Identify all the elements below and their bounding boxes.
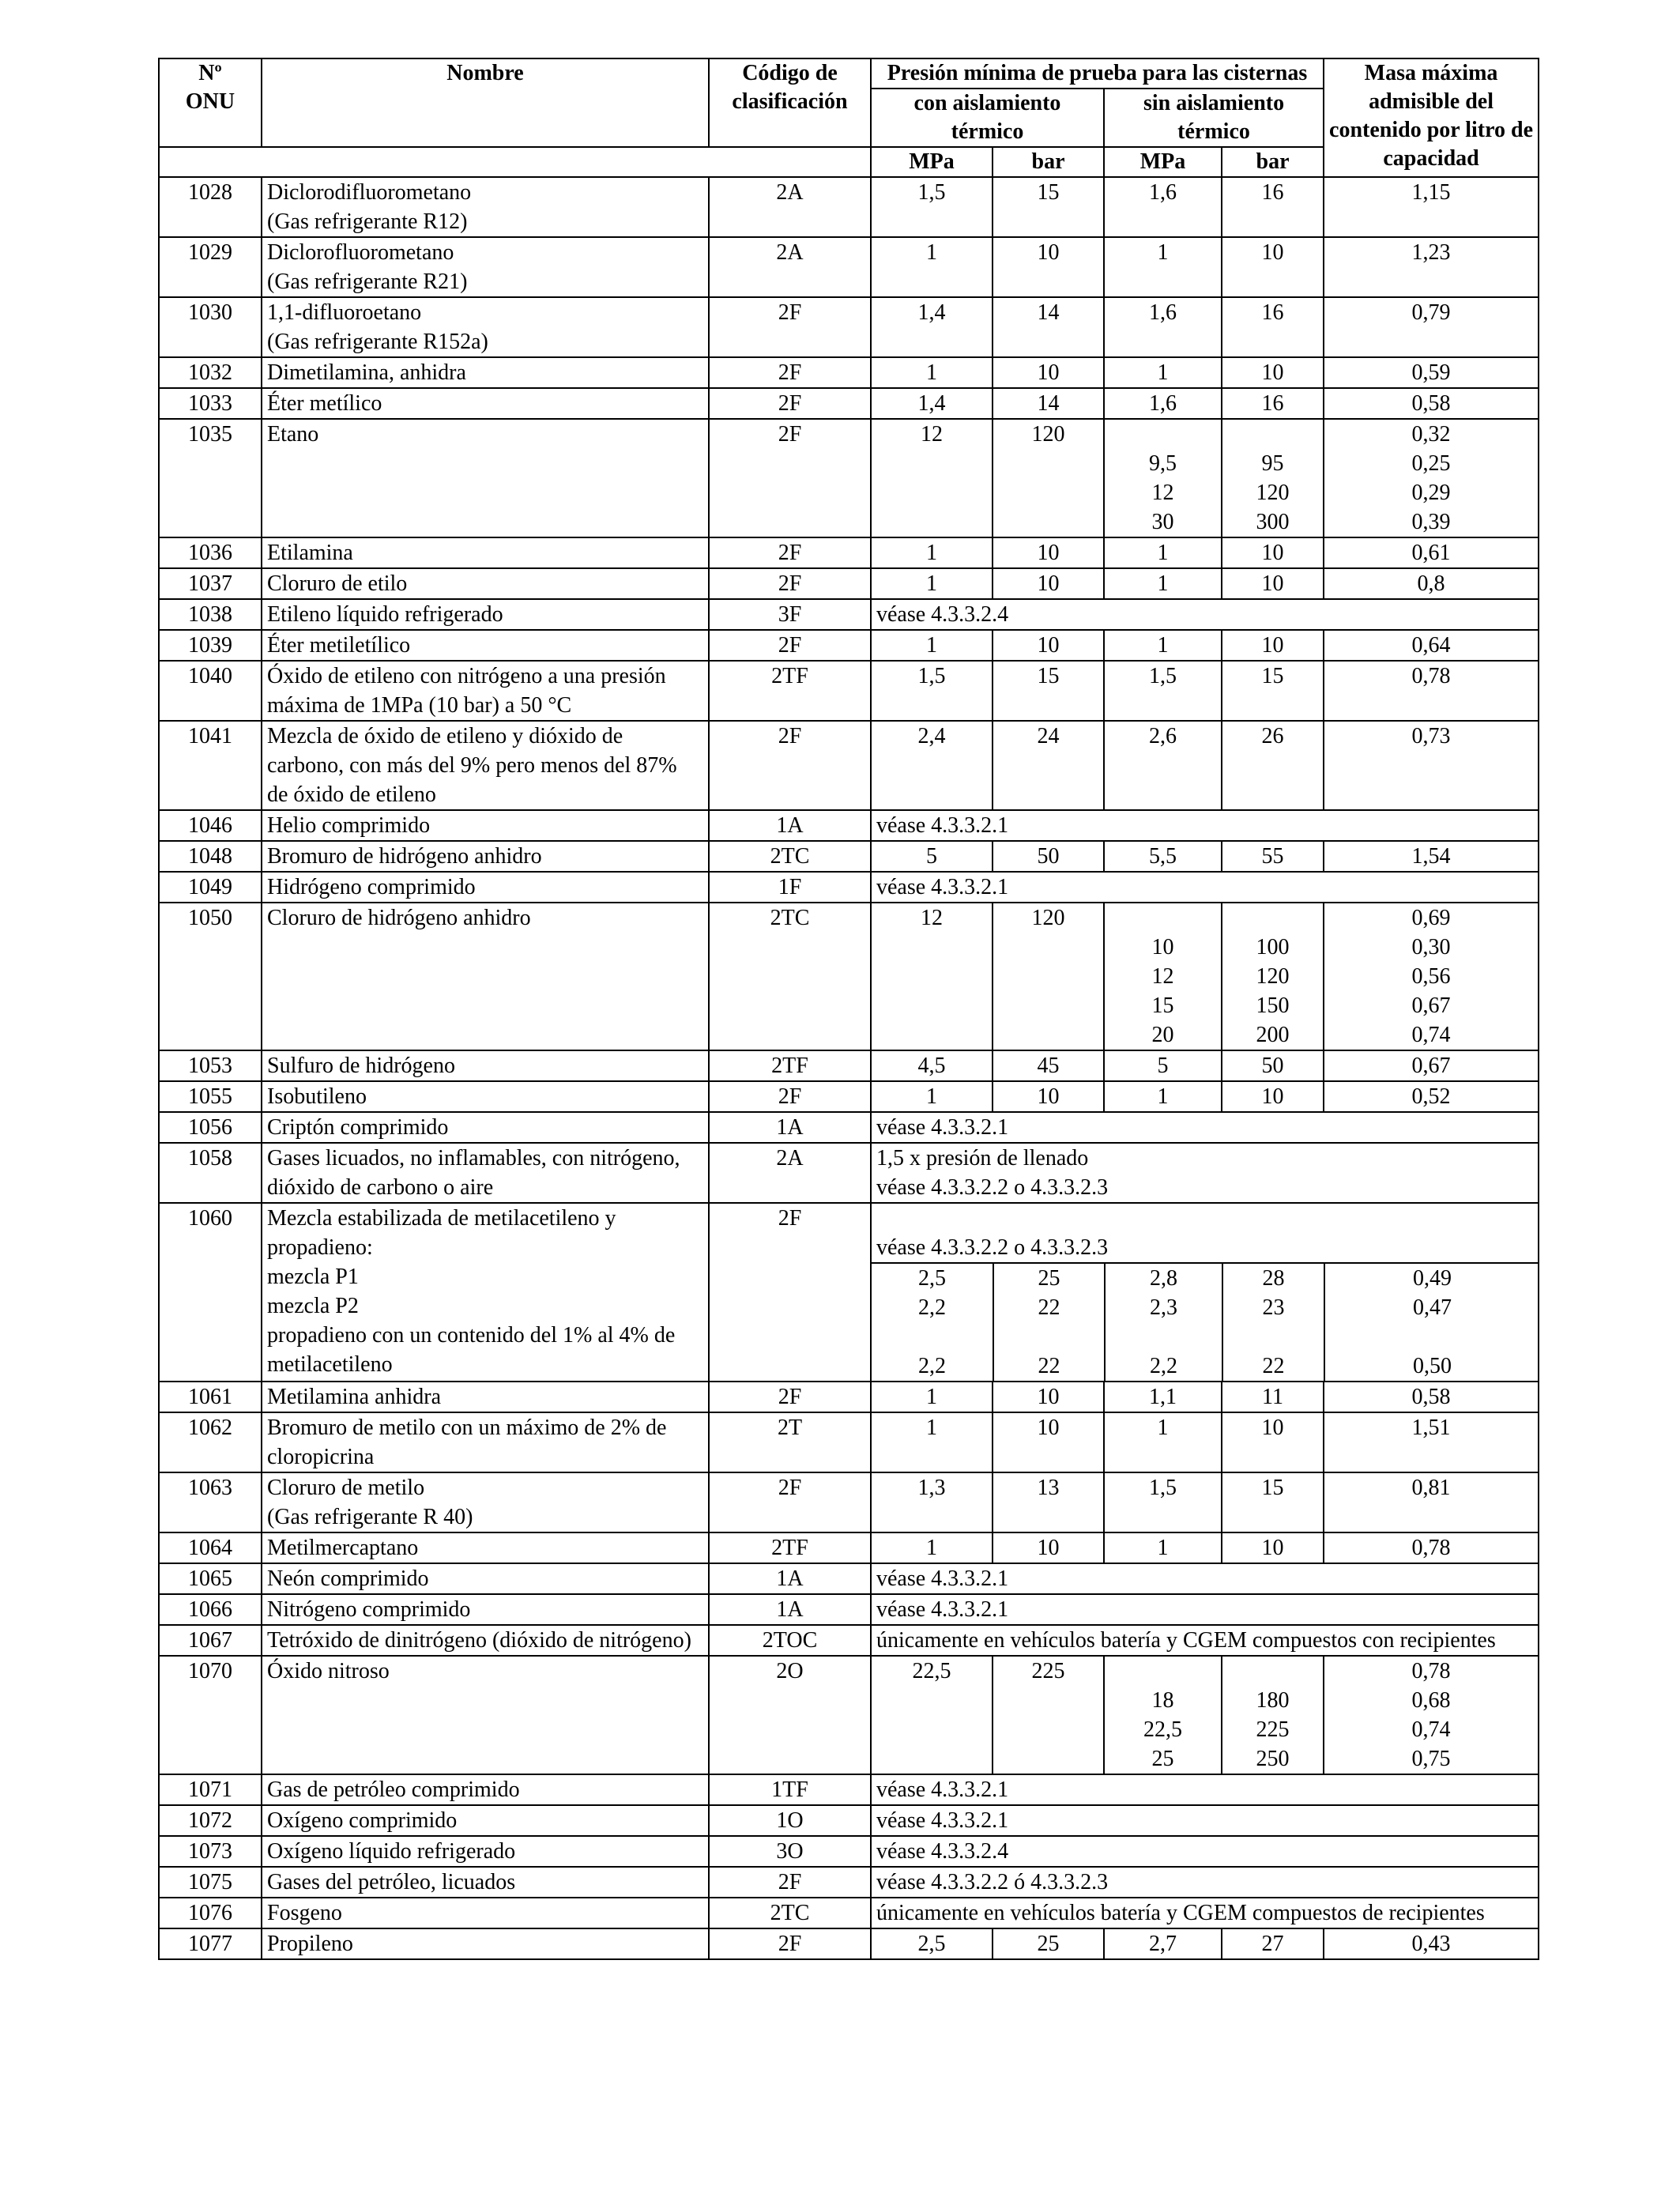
classification-code-cell: 2F	[709, 721, 871, 810]
table-row	[159, 177, 1539, 237]
substance-name-cell: Éter metiletílico	[262, 630, 709, 661]
bar-value-cell: 25 22 22	[993, 1263, 1105, 1381]
bar-value-cell: 10	[993, 1382, 1104, 1412]
bar-value-cell: 27	[1222, 1928, 1324, 1959]
bar-value-cell: 15	[1222, 1472, 1324, 1532]
pressure-note-cell: únicamente en vehículos batería y CGEM compuestos de recipientes	[871, 1898, 1539, 1928]
substance-name-cell: Cloruro de etilo	[262, 568, 709, 599]
classification-code-cell: 2F	[709, 1472, 871, 1532]
un-number-cell: 1030	[159, 297, 262, 357]
bar-value-cell: 25	[993, 1928, 1104, 1959]
max-mass-cell: 1,23	[1324, 237, 1539, 297]
mpa-value-cell: 1	[871, 237, 993, 297]
bar-value-cell: 10	[1222, 237, 1324, 297]
mpa-value-cell: 2,4	[871, 721, 993, 810]
un-number-cell: 1071	[159, 1774, 262, 1805]
substance-name-cell: Etileno líquido refrigerado	[262, 599, 709, 630]
mpa-value-cell: 1	[1104, 1532, 1222, 1563]
pressure-note-cell: véase 4.3.3.2.4	[871, 599, 1539, 630]
col-max-mass-header: Masa máxima admisible del contenido por litro de capacidad	[1324, 58, 1539, 177]
table-row	[159, 1805, 1539, 1836]
un-number-cell: 1040	[159, 661, 262, 721]
mpa-value-cell: 1,4	[871, 297, 993, 357]
classification-code-cell: 1TF	[709, 1774, 871, 1805]
table-row	[159, 599, 1539, 630]
bar-value-cell: 10	[993, 237, 1104, 297]
classification-code-cell: 1O	[709, 1805, 871, 1836]
mpa-value-cell: 1	[1104, 1081, 1222, 1112]
table-row	[159, 810, 1539, 841]
pressure-note-cell: véase 4.3.3.2.1	[871, 810, 1539, 841]
mpa-value-cell: 10 12 15 20	[1104, 903, 1222, 1050]
un-number-cell: 1036	[159, 537, 262, 568]
mpa-value-cell: 1	[871, 630, 993, 661]
max-mass-cell: 0,61	[1324, 537, 1539, 568]
bar-value-cell: 16	[1222, 388, 1324, 419]
substance-name-cell: Sulfuro de hidrógeno	[262, 1050, 709, 1081]
mpa-value-cell: 22,5	[871, 1656, 993, 1774]
mpa-value-cell: 1,4	[871, 388, 993, 419]
mpa-value-cell: 18 22,5 25	[1104, 1656, 1222, 1774]
un-number-cell: 1077	[159, 1928, 262, 1959]
substance-name-cell: Cloruro de metilo (Gas refrigerante R 40)	[262, 1472, 709, 1532]
max-mass-cell: 0,49 0,47 0,50	[1324, 1263, 1539, 1381]
un-number-cell: 1075	[159, 1867, 262, 1898]
table-row	[159, 357, 1539, 388]
table-row	[159, 388, 1539, 419]
table-header	[159, 58, 1539, 177]
pressure-note-cell: véase 4.3.3.2.1	[871, 1563, 1539, 1594]
un-number-cell: 1063	[159, 1472, 262, 1532]
max-mass-cell: 0,43	[1324, 1928, 1539, 1959]
bar-value-cell: 180 225 250	[1222, 1656, 1324, 1774]
max-mass-cell: 0,67	[1324, 1050, 1539, 1081]
max-mass-cell: 0,52	[1324, 1081, 1539, 1112]
table-row	[159, 872, 1539, 903]
table-row	[159, 841, 1539, 872]
max-mass-cell: 0,73	[1324, 721, 1539, 810]
substance-name-cell: Cloruro de hidrógeno anhidro	[262, 903, 709, 1050]
pressure-note-cell: véase 4.3.3.2.1	[871, 1774, 1539, 1805]
bar-value-cell: 45	[993, 1050, 1104, 1081]
bar-value-cell: 10	[993, 357, 1104, 388]
mpa-value-cell: 1	[1104, 568, 1222, 599]
un-number-cell: 1062	[159, 1412, 262, 1472]
un-number-cell: 1028	[159, 177, 262, 237]
max-mass-cell: 0,58	[1324, 1382, 1539, 1412]
mpa-value-cell: 1	[871, 537, 993, 568]
mpa-value-cell: 2,5 2,2 2,2	[872, 1263, 993, 1381]
mpa-value-cell: 12	[871, 903, 993, 1050]
substance-name-cell: Gases licuados, no inflamables, con nitrógeno, dióxido de carbono o aire	[262, 1143, 709, 1203]
bar-value-cell: 26	[1222, 721, 1324, 810]
classification-code-cell: 3F	[709, 599, 871, 630]
un-number-cell: 1061	[159, 1382, 262, 1412]
table-row	[159, 1081, 1539, 1112]
table-row	[159, 661, 1539, 721]
classification-code-cell: 2A	[709, 177, 871, 237]
classification-code-cell: 2TF	[709, 1050, 871, 1081]
substance-name-cell: Metilamina anhidra	[262, 1382, 709, 1412]
un-number-cell: 1035	[159, 419, 262, 537]
bar-value-cell: 10	[1222, 537, 1324, 568]
pressure-subtable	[872, 1262, 1539, 1381]
un-number-cell: 1032	[159, 357, 262, 388]
header-spacer	[159, 147, 871, 177]
classification-code-cell: 2F	[709, 357, 871, 388]
bar-value-cell: 14	[993, 388, 1104, 419]
mpa-value-cell: 1,5	[1104, 1472, 1222, 1532]
bar-value-cell: 15	[993, 661, 1104, 721]
bar-value-cell: 225	[993, 1656, 1104, 1774]
mpa-value-cell: 5	[1104, 1050, 1222, 1081]
un-number-cell: 1037	[159, 568, 262, 599]
classification-code-cell: 1A	[709, 1563, 871, 1594]
pressure-note-cell: véase 4.3.3.2.1	[871, 1594, 1539, 1625]
max-mass-cell: 0,81	[1324, 1472, 1539, 1532]
table-row	[159, 1143, 1539, 1203]
max-mass-cell: 0,58	[1324, 388, 1539, 419]
un-number-cell: 1046	[159, 810, 262, 841]
bar-value-cell: 10	[1222, 568, 1324, 599]
gas-tank-table	[158, 58, 1539, 1960]
bar-value-cell: 10	[993, 1081, 1104, 1112]
substance-name-cell: Bromuro de metilo con un máximo de 2% de cloropicrina	[262, 1412, 709, 1472]
max-mass-cell: 0,78	[1324, 661, 1539, 721]
un-number-cell: 1053	[159, 1050, 262, 1081]
bar-value-cell: 10	[1222, 357, 1324, 388]
mpa-value-cell: 5,5	[1104, 841, 1222, 872]
substance-name-cell: Etilamina	[262, 537, 709, 568]
substance-name-cell: Propileno	[262, 1928, 709, 1959]
pressure-note-cell: véase 4.3.3.2.1	[871, 1805, 1539, 1836]
pressure-note-cell: véase 4.3.3.2.1	[871, 1112, 1539, 1143]
table-row	[159, 1112, 1539, 1143]
classification-code-cell: 2T	[709, 1412, 871, 1472]
bar-value-cell: 100 120 150 200	[1222, 903, 1324, 1050]
table-row	[159, 1050, 1539, 1081]
max-mass-cell: 1,54	[1324, 841, 1539, 872]
col-without-insulation-header: sin aislamiento térmico	[1104, 89, 1324, 147]
unit-bar-header: bar	[1222, 147, 1324, 177]
classification-code-cell: 2TC	[709, 841, 871, 872]
bar-value-cell: 11	[1222, 1382, 1324, 1412]
pressure-note-cell: véase 4.3.3.2.1	[871, 872, 1539, 903]
bar-value-cell: 120	[993, 419, 1104, 537]
mpa-value-cell: 1	[1104, 537, 1222, 568]
un-number-cell: 1056	[159, 1112, 262, 1143]
un-number-cell: 1072	[159, 1805, 262, 1836]
bar-value-cell: 15	[1222, 661, 1324, 721]
bar-value-cell: 50	[993, 841, 1104, 872]
pressure-group-cell	[871, 1203, 1539, 1382]
mpa-value-cell: 1	[1104, 1412, 1222, 1472]
substance-name-cell: Etano	[262, 419, 709, 537]
table-row	[159, 237, 1539, 297]
classification-code-cell: 2A	[709, 237, 871, 297]
classification-code-cell: 2TF	[709, 661, 871, 721]
classification-code-cell: 2F	[709, 388, 871, 419]
classification-code-cell: 2F	[709, 1867, 871, 1898]
substance-name-cell: Hidrógeno comprimido	[262, 872, 709, 903]
col-with-insulation-header: con aislamiento térmico	[871, 89, 1104, 147]
mpa-value-cell: 1	[871, 357, 993, 388]
table-row	[159, 568, 1539, 599]
bar-value-cell: 28 23 22	[1222, 1263, 1324, 1381]
mpa-value-cell: 2,5	[871, 1928, 993, 1959]
mpa-value-cell: 12	[871, 419, 993, 537]
mpa-value-cell: 2,8 2,3 2,2	[1105, 1263, 1222, 1381]
un-number-cell: 1033	[159, 388, 262, 419]
substance-name-cell: Nitrógeno comprimido	[262, 1594, 709, 1625]
mpa-value-cell: 1,5	[871, 177, 993, 237]
classification-code-cell: 2O	[709, 1656, 871, 1774]
classification-code-cell: 2TC	[709, 903, 871, 1050]
substance-name-cell: 1,1-difluoroetano (Gas refrigerante R152a)	[262, 297, 709, 357]
col-test-pressure-header: Presión mínima de prueba para las cisternas	[871, 58, 1324, 89]
bar-value-cell: 16	[1222, 297, 1324, 357]
mpa-value-cell: 1,6	[1104, 297, 1222, 357]
table-row	[159, 1867, 1539, 1898]
bar-value-cell: 10	[993, 537, 1104, 568]
substance-name-cell: Gas de petróleo comprimido	[262, 1774, 709, 1805]
mpa-value-cell: 1	[871, 1412, 993, 1472]
mpa-value-cell: 2,7	[1104, 1928, 1222, 1959]
substance-name-cell: Isobutileno	[262, 1081, 709, 1112]
bar-value-cell: 15	[993, 177, 1104, 237]
table-row	[159, 903, 1539, 1050]
mpa-value-cell: 1,5	[1104, 661, 1222, 721]
unit-bar-header: bar	[993, 147, 1104, 177]
mpa-value-cell: 2,6	[1104, 721, 1222, 810]
table-row	[159, 1774, 1539, 1805]
bar-value-cell: 10	[993, 568, 1104, 599]
mpa-value-cell: 1	[871, 1382, 993, 1412]
un-number-cell: 1076	[159, 1898, 262, 1928]
bar-value-cell: 55	[1222, 841, 1324, 872]
bar-value-cell: 10	[1222, 630, 1324, 661]
bar-value-cell: 24	[993, 721, 1104, 810]
max-mass-cell: 0,8	[1324, 568, 1539, 599]
un-number-cell: 1039	[159, 630, 262, 661]
classification-code-cell: 2TOC	[709, 1625, 871, 1656]
pressure-note-cell: 1,5 x presión de llenado véase 4.3.3.2.2 o 4.3.3.2.3	[871, 1143, 1539, 1203]
unit-mpa-header: MPa	[871, 147, 993, 177]
mpa-value-cell: 9,5 12 30	[1104, 419, 1222, 537]
classification-code-cell: 2F	[709, 1382, 871, 1412]
mpa-value-cell: 1	[871, 568, 993, 599]
un-number-cell: 1050	[159, 903, 262, 1050]
table-row	[159, 419, 1539, 537]
max-mass-cell: 0,79	[1324, 297, 1539, 357]
mpa-value-cell: 1,6	[1104, 388, 1222, 419]
un-number-cell: 1060	[159, 1203, 262, 1382]
bar-value-cell: 14	[993, 297, 1104, 357]
un-number-cell: 1073	[159, 1836, 262, 1867]
unit-mpa-header: MPa	[1104, 147, 1222, 177]
classification-code-cell: 2F	[709, 1928, 871, 1959]
mpa-value-cell: 5	[871, 841, 993, 872]
mpa-value-cell: 1,5	[871, 661, 993, 721]
substance-name-cell: Oxígeno líquido refrigerado	[262, 1836, 709, 1867]
substance-name-cell: Gases del petróleo, licuados	[262, 1867, 709, 1898]
bar-value-cell: 10	[1222, 1532, 1324, 1563]
un-number-cell: 1041	[159, 721, 262, 810]
classification-code-cell: 1A	[709, 810, 871, 841]
bar-value-cell: 10	[1222, 1081, 1324, 1112]
max-mass-cell: 0,64	[1324, 630, 1539, 661]
classification-code-cell: 1A	[709, 1594, 871, 1625]
table-row	[159, 1656, 1539, 1774]
col-classification-code-header: Código de clasificación	[709, 58, 871, 147]
table-row	[159, 1472, 1539, 1532]
mpa-value-cell: 1	[871, 1532, 993, 1563]
mpa-value-cell: 1,1	[1104, 1382, 1222, 1412]
un-number-cell: 1048	[159, 841, 262, 872]
max-mass-cell: 1,15	[1324, 177, 1539, 237]
substance-name-cell: Bromuro de hidrógeno anhidro	[262, 841, 709, 872]
classification-code-cell: 2F	[709, 630, 871, 661]
substance-name-cell: Neón comprimido	[262, 1563, 709, 1594]
mpa-value-cell: 1	[1104, 630, 1222, 661]
bar-value-cell: 95 120 300	[1222, 419, 1324, 537]
bar-value-cell: 120	[993, 903, 1104, 1050]
un-number-cell: 1029	[159, 237, 262, 297]
table-row	[159, 297, 1539, 357]
pressure-note-cell: véase 4.3.3.2.4	[871, 1836, 1539, 1867]
substance-name-cell: Óxido nitroso	[262, 1656, 709, 1774]
classification-code-cell: 1F	[709, 872, 871, 903]
table-body	[159, 177, 1539, 1959]
table-row	[159, 630, 1539, 661]
max-mass-cell: 0,78	[1324, 1532, 1539, 1563]
table-row	[159, 1594, 1539, 1625]
mpa-value-cell: 1	[871, 1081, 993, 1112]
un-number-cell: 1049	[159, 872, 262, 903]
un-number-cell: 1067	[159, 1625, 262, 1656]
classification-code-cell: 2F	[709, 1081, 871, 1112]
table-row	[159, 1928, 1539, 1959]
col-name-header: Nombre	[262, 58, 709, 147]
bar-value-cell: 10	[993, 630, 1104, 661]
substance-name-cell: Tetróxido de dinitrógeno (dióxido de nitrógeno)	[262, 1625, 709, 1656]
max-mass-cell: 0,59	[1324, 357, 1539, 388]
un-number-cell: 1058	[159, 1143, 262, 1203]
classification-code-cell: 2TF	[709, 1532, 871, 1563]
mpa-value-cell: 1,3	[871, 1472, 993, 1532]
max-mass-cell: 0,69 0,30 0,56 0,67 0,74	[1324, 903, 1539, 1050]
substance-name-cell: Oxígeno comprimido	[262, 1805, 709, 1836]
col-un-number-header: Nº ONU	[159, 58, 262, 147]
substance-name-cell: Mezcla estabilizada de metilacetileno y propadieno: mezcla P1 mezcla P2 propadieno con un contenido del 1% al 4% de metilacetileno	[262, 1203, 709, 1382]
table-row	[159, 1532, 1539, 1563]
table-row	[159, 1203, 1539, 1382]
max-mass-cell: 1,51	[1324, 1412, 1539, 1472]
table-row	[159, 537, 1539, 568]
pressure-note: véase 4.3.3.2.2 o 4.3.3.2.3	[876, 1235, 1109, 1260]
classification-code-cell: 1A	[709, 1112, 871, 1143]
table-row	[159, 1382, 1539, 1412]
substance-name-cell: Criptón comprimido	[262, 1112, 709, 1143]
classification-code-cell: 2F	[709, 419, 871, 537]
bar-value-cell: 13	[993, 1472, 1104, 1532]
un-number-cell: 1065	[159, 1563, 262, 1594]
substance-name-cell: Fosgeno	[262, 1898, 709, 1928]
substance-name-cell: Helio comprimido	[262, 810, 709, 841]
classification-code-cell: 2F	[709, 297, 871, 357]
substance-name-cell: Óxido de etileno con nitrógeno a una presión máxima de 1MPa (10 bar) a 50 °C	[262, 661, 709, 721]
bar-value-cell: 50	[1222, 1050, 1324, 1081]
bar-value-cell: 16	[1222, 177, 1324, 237]
max-mass-cell: 0,78 0,68 0,74 0,75	[1324, 1656, 1539, 1774]
bar-value-cell: 10	[1222, 1412, 1324, 1472]
max-mass-cell: 0,32 0,25 0,29 0,39	[1324, 419, 1539, 537]
classification-code-cell: 2F	[709, 537, 871, 568]
bar-value-cell: 10	[993, 1412, 1104, 1472]
substance-name-cell: Diclorodifluorometano (Gas refrigerante R12)	[262, 177, 709, 237]
un-number-cell: 1070	[159, 1656, 262, 1774]
un-number-cell: 1064	[159, 1532, 262, 1563]
table-row	[159, 1563, 1539, 1594]
substance-name-cell: Éter metílico	[262, 388, 709, 419]
mpa-value-cell: 1,6	[1104, 177, 1222, 237]
classification-code-cell: 2A	[709, 1143, 871, 1203]
substance-name-cell: Diclorofluorometano (Gas refrigerante R21)	[262, 237, 709, 297]
classification-code-cell: 2F	[709, 568, 871, 599]
mpa-value-cell: 4,5	[871, 1050, 993, 1081]
table-row	[159, 1412, 1539, 1472]
mpa-value-cell: 1	[1104, 237, 1222, 297]
classification-code-cell: 2TC	[709, 1898, 871, 1928]
bar-value-cell: 10	[993, 1532, 1104, 1563]
classification-code-cell: 2F	[709, 1203, 871, 1382]
un-number-cell: 1055	[159, 1081, 262, 1112]
un-number-cell: 1066	[159, 1594, 262, 1625]
substance-name-cell: Metilmercaptano	[262, 1532, 709, 1563]
table-row	[159, 1898, 1539, 1928]
substance-name-cell: Dimetilamina, anhidra	[262, 357, 709, 388]
table-row	[159, 721, 1539, 810]
substance-name-cell: Mezcla de óxido de etileno y dióxido de carbono, con más del 9% pero menos del 87% de óxido de etileno	[262, 721, 709, 810]
classification-code-cell: 3O	[709, 1836, 871, 1867]
pressure-note-cell: véase 4.3.3.2.2 ó 4.3.3.2.3	[871, 1867, 1539, 1898]
table-row	[159, 1836, 1539, 1867]
mpa-value-cell: 1	[1104, 357, 1222, 388]
un-number-cell: 1038	[159, 599, 262, 630]
pressure-note-cell: únicamente en vehículos batería y CGEM compuestos con recipientes	[871, 1625, 1539, 1656]
table-row	[159, 1625, 1539, 1656]
